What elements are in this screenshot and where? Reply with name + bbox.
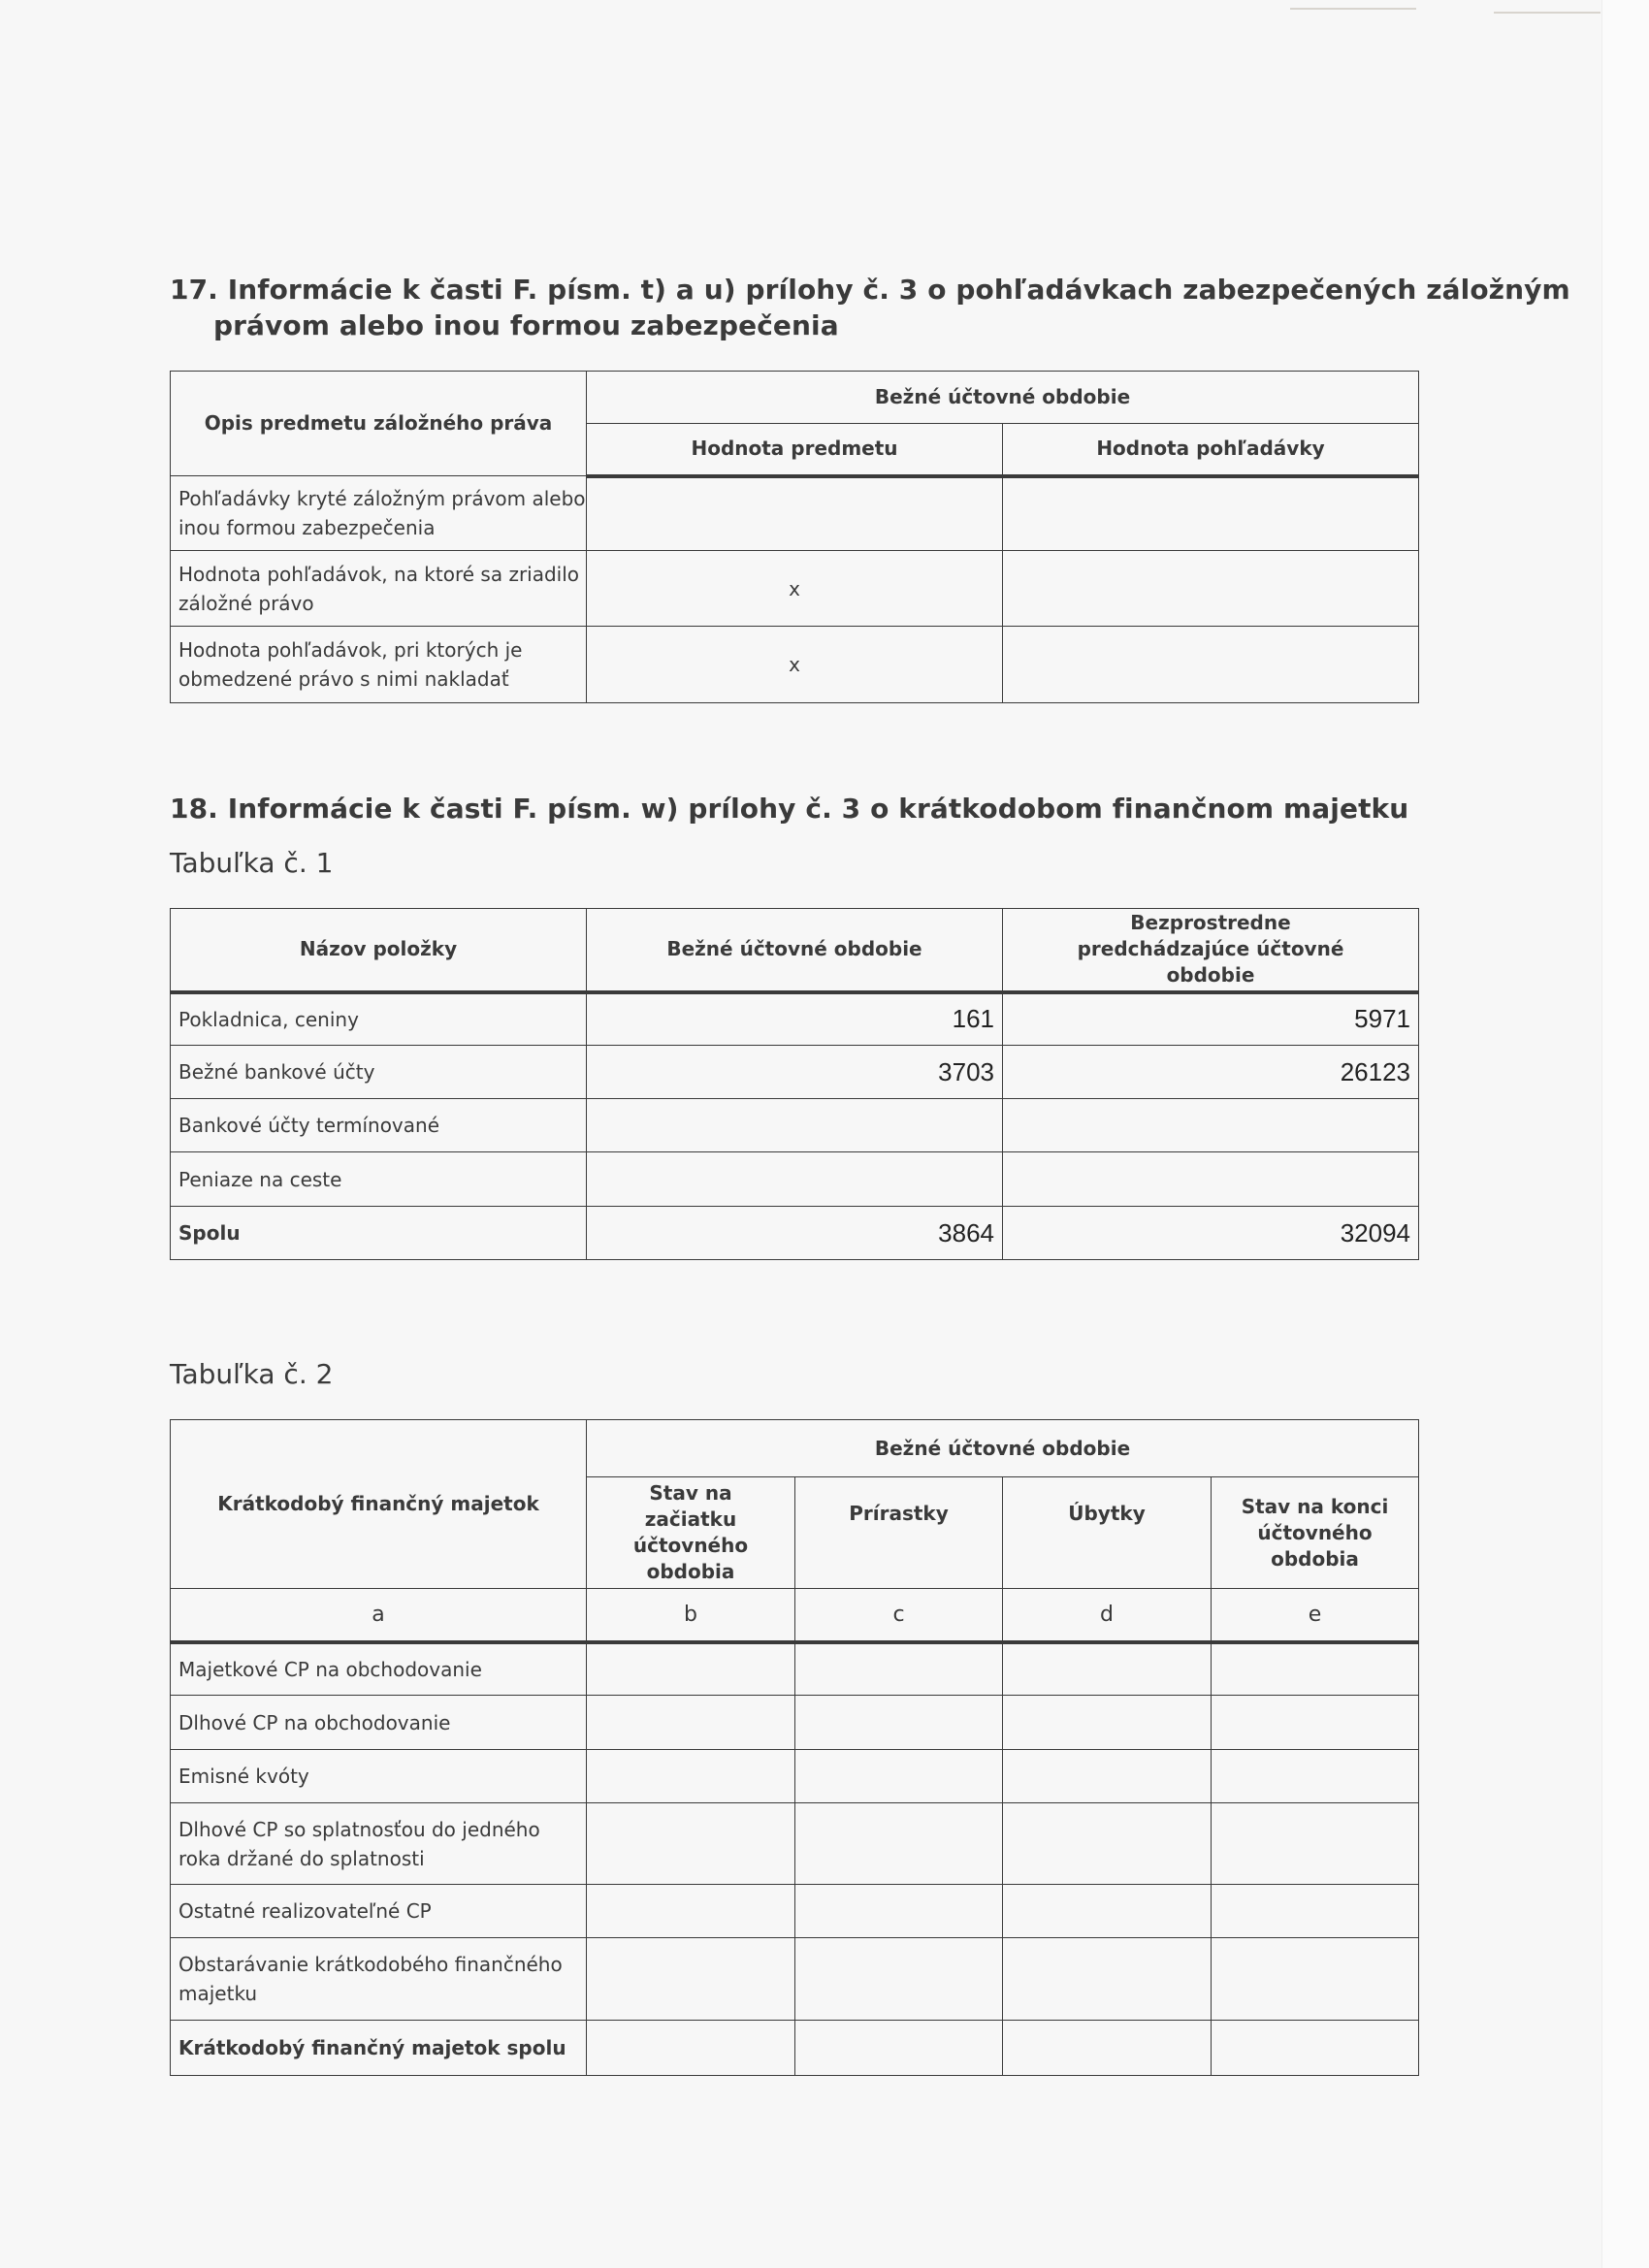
header-opening-balance-text: Stav na začiatku účtovného obdobia [632,1481,749,1583]
table-row [171,1938,1419,2021]
header-current-period: Bežné účtovné obdobie [587,1420,1419,1477]
cell-previous [1003,1152,1419,1207]
table-row [171,1885,1419,1938]
row-label: Peniaze na ceste [171,1152,587,1207]
page-edge [1601,0,1649,2268]
cell-value-receivable [1003,551,1419,627]
table-row [171,1152,1419,1207]
cell-previous [1003,1099,1419,1152]
header-previous-period-text: Bezprostredne predchádzajúce účtovné obdobie [1077,911,1344,988]
cell-disposals [1003,1938,1212,2021]
table-row [171,1642,1419,1696]
cell-additions [795,1696,1003,1750]
cell-closing [1212,1938,1419,2021]
header-collateral-description: Opis predmetu záložného práva [171,372,587,476]
header-disposals-text: Úbytky [1068,1502,1146,1525]
cell-additions [795,1885,1003,1938]
cell-additions [795,1938,1003,2021]
cell-closing [1212,1885,1419,1938]
row-label: Hodnota pohľadávok, pri ktorých je obmedzené právo s nimi nakladať [171,627,587,703]
column-letter: d [1003,1589,1212,1642]
cell-additions [795,1750,1003,1803]
cell-disposals-total [1003,2021,1212,2076]
cell-previous: 26123 [1003,1046,1419,1099]
column-letter: b [587,1589,795,1642]
row-label-total: Spolu [171,1207,587,1260]
cell-closing [1212,1642,1419,1696]
header-current-period: Bežné účtovné obdobie [587,909,1003,992]
cell-additions [795,1642,1003,1696]
cell-opening [587,1642,795,1696]
table-row [171,1750,1419,1803]
section-17-title-line1: 17. Informácie k časti F. písm. t) a u) prílohy č. 3 o pohľadávkach zabezpečených záložným [170,274,1570,306]
table-2-caption: Tabuľka č. 2 [170,1358,334,1390]
scan-artifact [1494,12,1600,14]
header-current-period: Bežné účtovné obdobie [587,372,1419,424]
table-row [171,627,1419,703]
header-opening-balance [587,1477,795,1589]
header-disposals [1003,1477,1212,1589]
header-value-of-subject: Hodnota predmetu [587,424,1003,476]
cell-current-total: 3864 [587,1207,1003,1260]
column-letter: a [171,1589,587,1642]
cell-closing [1212,1803,1419,1885]
cell-closing [1212,1696,1419,1750]
row-label: Bankové účty termínované [171,1099,587,1152]
cell-disposals [1003,1885,1212,1938]
row-label: Majetkové CP na obchodovanie [171,1642,587,1696]
cell-disposals [1003,1696,1212,1750]
column-letter: e [1212,1589,1419,1642]
row-label: Bežné bankové účty [171,1046,587,1099]
column-letters-row [171,1589,1419,1642]
section-17-title-line2: právom alebo inou formou zabezpečenia [213,309,839,341]
section-17-table [170,371,1419,703]
table-1-caption: Tabuľka č. 1 [170,847,334,879]
cell-previous: 5971 [1003,992,1419,1046]
row-label: Pokladnica, ceniny [171,992,587,1046]
cell-opening [587,1885,795,1938]
section-18-table-2 [170,1419,1419,2076]
row-label: Pohľadávky kryté záložným právom alebo inou formou zabezpečenia [171,476,587,551]
section-18-table-1 [170,908,1419,1260]
row-label: Obstarávanie krátkodobého finančného majetku [171,1938,587,2021]
header-previous-period [1003,909,1419,992]
cell-disposals [1003,1642,1212,1696]
cell-disposals [1003,1750,1212,1803]
cell-current: 3703 [587,1046,1003,1099]
header-additions-text: Prírastky [849,1502,949,1525]
header-value-of-receivable: Hodnota pohľadávky [1003,424,1419,476]
table-row [171,1803,1419,1885]
table-row [171,992,1419,1046]
cell-opening-total [587,2021,795,2076]
table-row [171,476,1419,551]
table-row [171,551,1419,627]
row-label: Emisné kvóty [171,1750,587,1803]
header-additions [795,1477,1003,1589]
cell-current [587,1152,1003,1207]
row-label-total: Krátkodobý finančný majetok spolu [171,2021,587,2076]
cell-value-receivable [1003,627,1419,703]
cell-opening [587,1938,795,2021]
table-row [171,1099,1419,1152]
row-label: Ostatné realizovateľné CP [171,1885,587,1938]
cell-additions-total [795,2021,1003,2076]
cell-value-subject [587,476,1003,551]
cell-previous-total: 32094 [1003,1207,1419,1260]
cell-value-receivable [1003,476,1419,551]
table-row-total [171,1207,1419,1260]
header-item-name: Názov položky [171,909,587,992]
table-row [171,1696,1419,1750]
header-closing-balance-text: Stav na konci účtovného obdobia [1241,1494,1389,1571]
cell-opening [587,1803,795,1885]
cell-opening [587,1696,795,1750]
cell-disposals [1003,1803,1212,1885]
cell-value-subject: x [587,551,1003,627]
table-row-total [171,2021,1419,2076]
scan-artifact [1290,8,1416,10]
cell-closing [1212,1750,1419,1803]
table-row [171,1046,1419,1099]
cell-opening [587,1750,795,1803]
cell-value-subject: x [587,627,1003,703]
section-18-title: 18. Informácie k časti F. písm. w) prílohy č. 3 o krátkodobom finančnom majetku [170,793,1409,825]
row-label: Dlhové CP so splatnosťou do jedného roka držané do splatnosti [171,1803,587,1885]
header-short-term-financial-assets: Krátkodobý finančný majetok [171,1420,587,1589]
cell-current: 161 [587,992,1003,1046]
cell-current [587,1099,1003,1152]
row-label: Dlhové CP na obchodovanie [171,1696,587,1750]
cell-closing-total [1212,2021,1419,2076]
header-closing-balance [1212,1477,1419,1589]
column-letter: c [795,1589,1003,1642]
row-label: Hodnota pohľadávok, na ktoré sa zriadilo záložné právo [171,551,587,627]
cell-additions [795,1803,1003,1885]
